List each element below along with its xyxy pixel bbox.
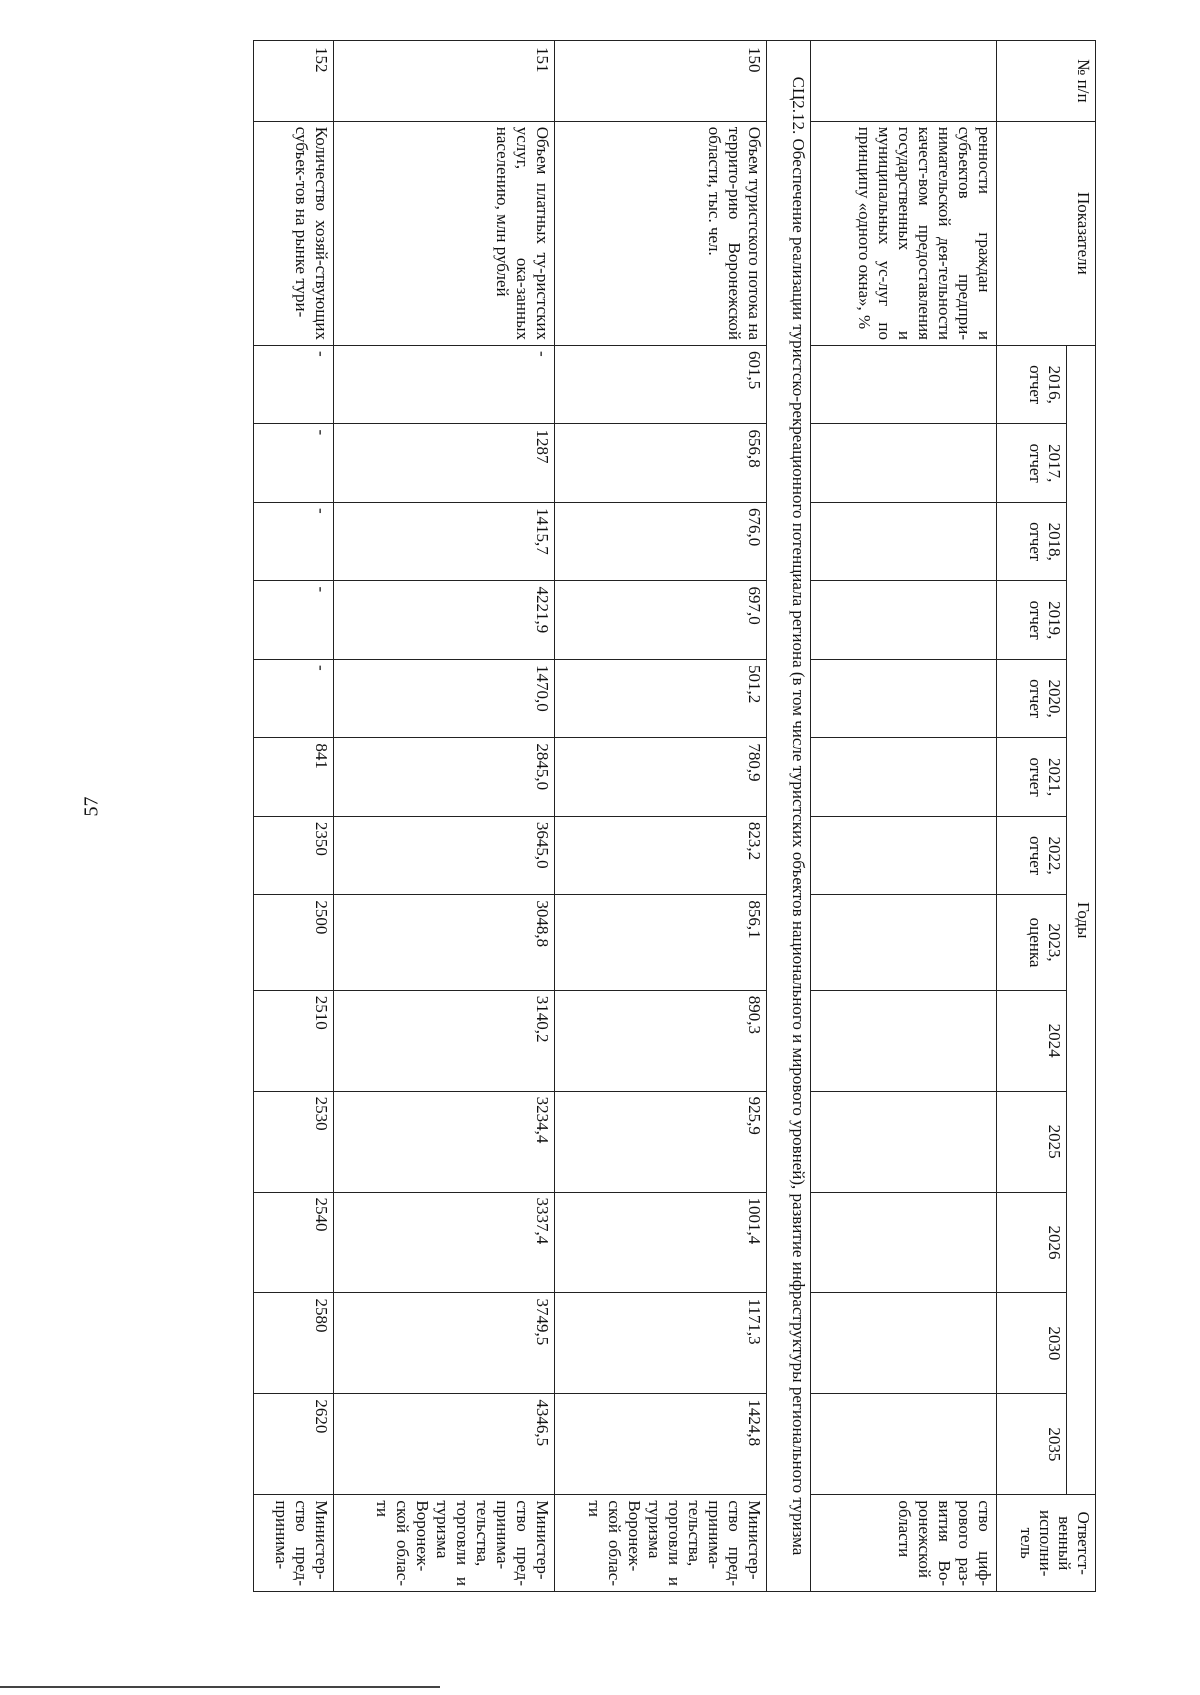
cell-value: 1424,8 xyxy=(555,1394,767,1495)
cell-value-empty xyxy=(811,738,997,816)
cell-value-empty xyxy=(811,659,997,737)
year-header: 2018, отчет xyxy=(997,502,1067,580)
cell-num: 152 xyxy=(254,41,334,122)
cell-value: - xyxy=(254,424,334,502)
header-years: Годы xyxy=(1067,346,1096,1495)
header-num: № п/п xyxy=(997,41,1096,122)
table-row xyxy=(254,41,334,1592)
header-row-top xyxy=(1067,41,1096,1592)
cell-value: 2540 xyxy=(254,1192,334,1293)
cell-indicator: Объем туристского потока на террито-рию Воронежской области, тыс. чел. xyxy=(555,121,767,345)
cell-value-empty xyxy=(811,1394,997,1495)
cell-responsible: Министер-ство пред-принима-тельства, торговли и туризма Воронеж-ской облас-ти xyxy=(334,1495,555,1592)
section-row xyxy=(767,41,811,1592)
cell-value: 3048,8 xyxy=(334,895,555,990)
cell-value: 1287 xyxy=(334,424,555,502)
cell-value-empty xyxy=(811,1293,997,1394)
year-header: 2020, отчет xyxy=(997,659,1067,737)
cell-value: 656,8 xyxy=(555,424,767,502)
cell-value: - xyxy=(254,346,334,424)
cell-value: - xyxy=(254,581,334,659)
rotated-page xyxy=(142,40,1096,1592)
cell-value: 2620 xyxy=(254,1394,334,1495)
cell-value-empty xyxy=(811,502,997,580)
cell-value: 2500 xyxy=(254,895,334,990)
cell-num-empty xyxy=(811,41,997,122)
cell-value: 2350 xyxy=(254,816,334,894)
cell-indicator: Объем платных ту-ристских услуг, ока-занных населению, млн рублей xyxy=(334,121,555,345)
cell-value: - xyxy=(254,502,334,580)
cell-value: 4346,5 xyxy=(334,1394,555,1495)
cell-indicator: ренности граждан и субъектов предпри-нимательской дея-тельности качест-вом предоставления государственных и муниципальных ус-луг по принципу «одного окна», % xyxy=(811,121,997,345)
cell-value: 1171,3 xyxy=(555,1293,767,1394)
cell-value: 3749,5 xyxy=(334,1293,555,1394)
cell-value-empty xyxy=(811,816,997,894)
cell-value: 501,2 xyxy=(555,659,767,737)
cell-value: 3337,4 xyxy=(334,1192,555,1293)
table-row xyxy=(334,41,555,1592)
cell-num: 150 xyxy=(555,41,767,122)
cell-value-empty xyxy=(811,424,997,502)
cell-value-empty xyxy=(811,581,997,659)
cell-value: 3140,2 xyxy=(334,990,555,1091)
cell-indicator: Количество хозяй-ствующих субъек-тов на рынке тури- xyxy=(254,121,334,345)
cell-value: - xyxy=(254,659,334,737)
cell-value: 601,5 xyxy=(555,346,767,424)
cell-value: 780,9 xyxy=(555,738,767,816)
cell-value: 925,9 xyxy=(555,1091,767,1192)
section-title: СЦ2.12. Обеспечение реализации туристско-рекреационного потенциала региона (в том числе туристских объектов национального и мирового уровней), развитие инфраструктуры регионального туризма xyxy=(767,41,811,1592)
cell-responsible: Министер-ство пред-принима-тельства, торговли и туризма Воронеж-ской облас-ти xyxy=(555,1495,767,1592)
header-responsible: Ответст-венный исполни-тель xyxy=(997,1495,1096,1592)
cell-value: 676,0 xyxy=(555,502,767,580)
year-header: 2022, отчет xyxy=(997,816,1067,894)
year-header: 2026 xyxy=(997,1192,1067,1293)
cell-value: 1001,4 xyxy=(555,1192,767,1293)
cell-value-empty xyxy=(811,346,997,424)
year-header: 2019, отчет xyxy=(997,581,1067,659)
cell-value-empty xyxy=(811,1091,997,1192)
year-header: 2021, отчет xyxy=(997,738,1067,816)
cell-value: 1415,7 xyxy=(334,502,555,580)
year-header: 2030 xyxy=(997,1293,1067,1394)
cell-value-empty xyxy=(811,1192,997,1293)
cell-value: 2510 xyxy=(254,990,334,1091)
cell-responsible: ство циф-рового раз-вития Во-ронежской области xyxy=(811,1495,997,1592)
cell-num: 151 xyxy=(334,41,555,122)
cell-value-empty xyxy=(811,895,997,990)
year-header: 2017, отчет xyxy=(997,424,1067,502)
cell-value: 890,3 xyxy=(555,990,767,1091)
indicators-table xyxy=(253,40,1096,1592)
cell-value: - xyxy=(334,346,555,424)
page-number: 57 xyxy=(80,796,103,817)
table-row xyxy=(555,41,767,1592)
cell-value: 841 xyxy=(254,738,334,816)
cell-value: 4221,9 xyxy=(334,581,555,659)
cell-value: 2530 xyxy=(254,1091,334,1192)
cell-responsible: Министер-ство пред-принима- xyxy=(254,1495,334,1592)
cell-value: 3234,4 xyxy=(334,1091,555,1192)
year-header: 2023, оценка xyxy=(997,895,1067,990)
cell-value: 3645,0 xyxy=(334,816,555,894)
table-row-continued xyxy=(811,41,997,1592)
scan-edge-line xyxy=(0,1686,440,1688)
cell-value: 856,1 xyxy=(555,895,767,990)
cell-value: 823,2 xyxy=(555,816,767,894)
cell-value-empty xyxy=(811,990,997,1091)
year-header: 2024 xyxy=(997,990,1067,1091)
cell-value: 2845,0 xyxy=(334,738,555,816)
cell-value: 2580 xyxy=(254,1293,334,1394)
cell-value: 1470,0 xyxy=(334,659,555,737)
year-header: 2035 xyxy=(997,1394,1067,1495)
year-header: 2016, отчет xyxy=(997,346,1067,424)
header-indicators: Показатели xyxy=(997,121,1096,345)
cell-value: 697,0 xyxy=(555,581,767,659)
year-header: 2025 xyxy=(997,1091,1067,1192)
